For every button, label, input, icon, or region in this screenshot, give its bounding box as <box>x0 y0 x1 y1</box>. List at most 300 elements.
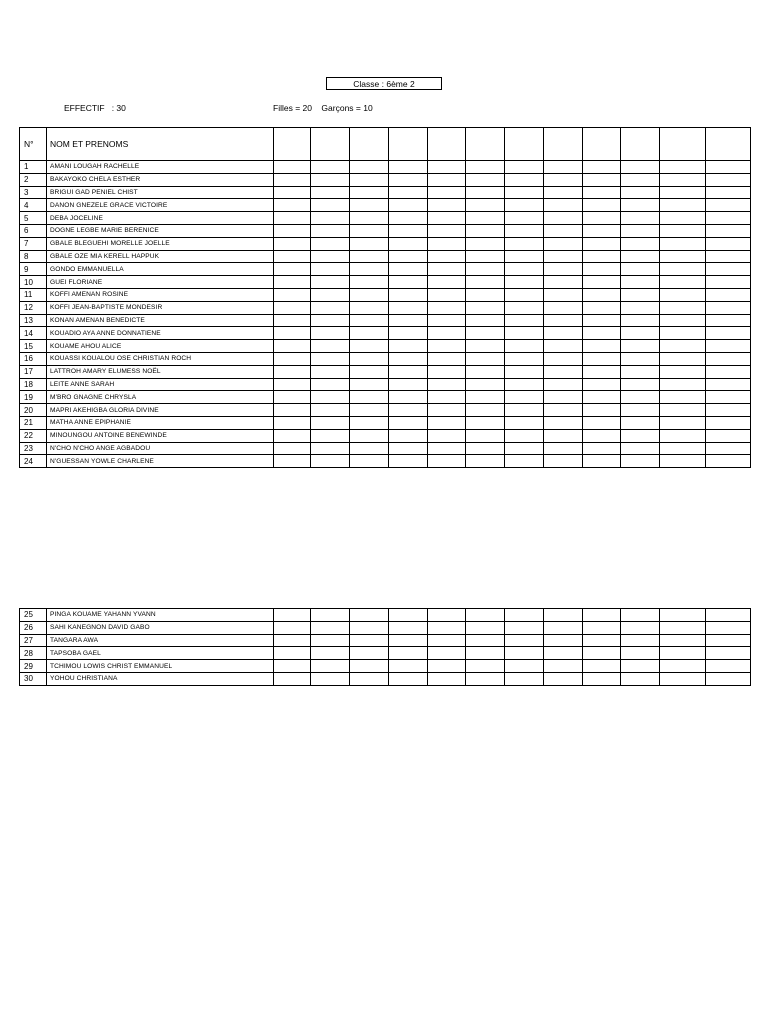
grade-cell <box>706 173 751 186</box>
effectif-label: EFFECTIF : 30 <box>64 103 126 113</box>
grade-cell <box>428 340 466 353</box>
student-number: 16 <box>20 352 47 365</box>
grade-cell <box>505 224 544 237</box>
student-number: 3 <box>20 186 47 199</box>
grade-cell <box>544 429 583 442</box>
grade-cell <box>466 391 505 404</box>
grade-cell <box>505 647 544 660</box>
grade-cell <box>311 250 350 263</box>
grade-cell <box>428 660 466 673</box>
student-name: M'BRO GNAGNE CHRYSLA <box>47 391 274 404</box>
grade-cell <box>583 391 621 404</box>
grade-cell <box>660 212 706 225</box>
grade-cell <box>505 128 544 161</box>
grade-cell <box>311 621 350 634</box>
table-row <box>20 301 751 314</box>
grade-cell <box>274 416 311 429</box>
grade-cell <box>706 672 751 685</box>
grade-cell <box>660 276 706 289</box>
student-name: PINGA KOUAME YAHANN YVANN <box>47 609 274 622</box>
grade-cell <box>428 212 466 225</box>
grade-cell <box>350 352 389 365</box>
grade-cell <box>583 173 621 186</box>
grade-cell <box>621 263 660 276</box>
grade-cell <box>428 455 466 468</box>
grade-cell <box>311 455 350 468</box>
student-number: 15 <box>20 340 47 353</box>
grade-cell <box>706 276 751 289</box>
grade-cell <box>621 173 660 186</box>
grade-cell <box>544 634 583 647</box>
student-number: 19 <box>20 391 47 404</box>
grade-cell <box>274 250 311 263</box>
grade-cell <box>544 161 583 174</box>
table-row <box>20 660 751 673</box>
grade-cell <box>505 404 544 417</box>
grade-cell <box>544 327 583 340</box>
grade-cell <box>660 128 706 161</box>
grade-cell <box>466 442 505 455</box>
grade-cell <box>621 224 660 237</box>
grade-cell <box>505 429 544 442</box>
gender-count-label: Filles = 20 Garçons = 10 <box>273 103 373 113</box>
student-name: GBALE BLEGUEHI MORELLE JOELLE <box>47 237 274 250</box>
grade-cell <box>706 288 751 301</box>
grade-cell <box>505 621 544 634</box>
table-row <box>20 391 751 404</box>
grade-cell <box>621 288 660 301</box>
grade-cell <box>350 391 389 404</box>
grade-cell <box>621 621 660 634</box>
grade-cell <box>621 378 660 391</box>
grade-cell <box>389 161 428 174</box>
grade-cell <box>583 416 621 429</box>
student-number: 20 <box>20 404 47 417</box>
grade-cell <box>389 250 428 263</box>
student-name: KOUAME AHOU ALICE <box>47 340 274 353</box>
student-number: 30 <box>20 672 47 685</box>
grade-cell <box>583 404 621 417</box>
grade-cell <box>389 237 428 250</box>
grade-cell <box>544 442 583 455</box>
grade-cell <box>621 352 660 365</box>
grade-cell <box>274 301 311 314</box>
grade-cell <box>660 647 706 660</box>
grade-cell <box>311 404 350 417</box>
grade-cell <box>466 352 505 365</box>
grade-cell <box>583 660 621 673</box>
grade-cell <box>505 327 544 340</box>
grade-cell <box>311 237 350 250</box>
grade-cell <box>389 416 428 429</box>
grade-cell <box>311 647 350 660</box>
table-row <box>20 276 751 289</box>
grade-cell <box>350 429 389 442</box>
grade-cell <box>428 128 466 161</box>
grade-cell <box>544 647 583 660</box>
student-number: 10 <box>20 276 47 289</box>
student-name: GBALE OZE MIA KERELL HAPPUK <box>47 250 274 263</box>
grade-cell <box>660 621 706 634</box>
grade-cell <box>660 250 706 263</box>
student-number: 21 <box>20 416 47 429</box>
student-name: KOUADIO AYA ANNE DONNATIENE <box>47 327 274 340</box>
grade-cell <box>389 224 428 237</box>
grade-cell <box>706 237 751 250</box>
grade-cell <box>466 250 505 263</box>
grade-cell <box>350 634 389 647</box>
grade-cell <box>428 352 466 365</box>
grade-cell <box>583 199 621 212</box>
grade-cell <box>274 212 311 225</box>
table-row <box>20 161 751 174</box>
grade-cell <box>583 609 621 622</box>
grade-cell <box>389 672 428 685</box>
grade-cell <box>706 327 751 340</box>
grade-cell <box>706 660 751 673</box>
grade-cell <box>621 276 660 289</box>
grade-cell <box>428 647 466 660</box>
grade-cell <box>274 186 311 199</box>
grade-cell <box>706 250 751 263</box>
grade-cell <box>389 660 428 673</box>
grade-cell <box>544 378 583 391</box>
grade-cell <box>544 365 583 378</box>
grade-cell <box>621 314 660 327</box>
grade-cell <box>660 352 706 365</box>
grade-cell <box>350 224 389 237</box>
grade-cell <box>466 224 505 237</box>
grade-cell <box>706 609 751 622</box>
grade-cell <box>428 378 466 391</box>
student-name: DANON GNEZELE GRACE VICTOIRE <box>47 199 274 212</box>
grade-cell <box>466 340 505 353</box>
grade-cell <box>274 621 311 634</box>
grade-cell <box>274 660 311 673</box>
student-name: MINOUNGOU ANTOINE BENEWINDE <box>47 429 274 442</box>
grade-cell <box>621 186 660 199</box>
grade-cell <box>660 391 706 404</box>
student-roster-table-continued <box>19 608 751 686</box>
student-number: 23 <box>20 442 47 455</box>
grade-cell <box>466 327 505 340</box>
grade-cell <box>428 442 466 455</box>
grade-cell <box>350 621 389 634</box>
grade-cell <box>274 237 311 250</box>
table-row <box>20 199 751 212</box>
grade-cell <box>274 128 311 161</box>
grade-cell <box>544 352 583 365</box>
grade-cell <box>428 237 466 250</box>
grade-cell <box>311 609 350 622</box>
grade-cell <box>311 128 350 161</box>
grade-cell <box>660 161 706 174</box>
grade-cell <box>583 263 621 276</box>
grade-cell <box>350 455 389 468</box>
grade-cell <box>583 276 621 289</box>
grade-cell <box>505 276 544 289</box>
grade-cell <box>583 672 621 685</box>
grade-cell <box>583 250 621 263</box>
grade-cell <box>274 276 311 289</box>
grade-cell <box>621 199 660 212</box>
grade-cell <box>544 672 583 685</box>
student-name: LATTROH AMARY ELUMESS NOËL <box>47 365 274 378</box>
grade-cell <box>311 224 350 237</box>
grade-cell <box>505 301 544 314</box>
grade-cell <box>706 212 751 225</box>
grade-cell <box>544 199 583 212</box>
grade-cell <box>544 621 583 634</box>
grade-cell <box>583 288 621 301</box>
grade-cell <box>583 365 621 378</box>
grade-cell <box>274 609 311 622</box>
grade-cell <box>505 314 544 327</box>
grade-cell <box>706 161 751 174</box>
grade-cell <box>466 378 505 391</box>
grade-cell <box>350 404 389 417</box>
student-name: KOFFI JEAN-BAPTISTE MONDESIR <box>47 301 274 314</box>
table-row <box>20 442 751 455</box>
student-number: 7 <box>20 237 47 250</box>
student-number: 18 <box>20 378 47 391</box>
table-row <box>20 429 751 442</box>
grade-cell <box>706 455 751 468</box>
table-row <box>20 186 751 199</box>
grade-cell <box>706 391 751 404</box>
grade-cell <box>706 128 751 161</box>
grade-cell <box>544 237 583 250</box>
grade-cell <box>350 301 389 314</box>
grade-cell <box>621 442 660 455</box>
grade-cell <box>389 263 428 276</box>
grade-cell <box>706 352 751 365</box>
grade-cell <box>505 340 544 353</box>
grade-cell <box>706 621 751 634</box>
grade-cell <box>274 288 311 301</box>
student-number: 1 <box>20 161 47 174</box>
student-number: 29 <box>20 660 47 673</box>
grade-cell <box>428 314 466 327</box>
grade-cell <box>544 416 583 429</box>
grade-cell <box>544 186 583 199</box>
table-row <box>20 672 751 685</box>
student-name: DEBA JOCELINE <box>47 212 274 225</box>
grade-cell <box>311 442 350 455</box>
student-name: SAHI KANEGNON DAVID GABO <box>47 621 274 634</box>
grade-cell <box>544 276 583 289</box>
grade-cell <box>428 621 466 634</box>
grade-cell <box>621 416 660 429</box>
grade-cell <box>621 672 660 685</box>
student-name: TANGARA AWA <box>47 634 274 647</box>
grade-cell <box>621 161 660 174</box>
grade-cell <box>389 288 428 301</box>
grade-cell <box>544 404 583 417</box>
grade-cell <box>428 634 466 647</box>
grade-cell <box>544 340 583 353</box>
table-row <box>20 340 751 353</box>
table-row <box>20 455 751 468</box>
table-row <box>20 250 751 263</box>
grade-cell <box>466 621 505 634</box>
grade-cell <box>466 672 505 685</box>
grade-cell <box>544 391 583 404</box>
grade-cell <box>274 161 311 174</box>
grade-cell <box>311 660 350 673</box>
grade-cell <box>311 186 350 199</box>
student-roster-table <box>19 127 751 468</box>
table-row <box>20 634 751 647</box>
table-row <box>20 609 751 622</box>
grade-cell <box>583 212 621 225</box>
table-row <box>20 404 751 417</box>
grade-cell <box>350 672 389 685</box>
grade-cell <box>350 340 389 353</box>
grade-cell <box>621 660 660 673</box>
grade-cell <box>389 352 428 365</box>
table-row <box>20 378 751 391</box>
grade-cell <box>544 212 583 225</box>
grade-cell <box>660 301 706 314</box>
grade-cell <box>428 609 466 622</box>
grade-cell <box>274 173 311 186</box>
grade-cell <box>389 391 428 404</box>
student-number: 27 <box>20 634 47 647</box>
student-name: GONDO EMMANUELLA <box>47 263 274 276</box>
student-name: BRIGUI GAD PENIEL CHIST <box>47 186 274 199</box>
grade-cell <box>274 327 311 340</box>
grade-cell <box>311 173 350 186</box>
grade-cell <box>311 161 350 174</box>
grade-cell <box>583 634 621 647</box>
grade-cell <box>350 186 389 199</box>
grade-cell <box>544 224 583 237</box>
student-number: 22 <box>20 429 47 442</box>
grade-cell <box>660 237 706 250</box>
grade-cell <box>583 429 621 442</box>
student-number: 11 <box>20 288 47 301</box>
grade-cell <box>706 365 751 378</box>
grade-cell <box>544 263 583 276</box>
grade-cell <box>583 647 621 660</box>
grade-cell <box>660 314 706 327</box>
grade-cell <box>706 199 751 212</box>
grade-cell <box>350 314 389 327</box>
grade-cell <box>544 128 583 161</box>
grade-cell <box>660 442 706 455</box>
grade-cell <box>621 237 660 250</box>
student-number: 4 <box>20 199 47 212</box>
grade-cell <box>660 672 706 685</box>
grade-cell <box>583 340 621 353</box>
student-name: LEITE ANNE SARAH <box>47 378 274 391</box>
grade-cell <box>505 672 544 685</box>
student-name: AMANI LOUGAH RACHELLE <box>47 161 274 174</box>
grade-cell <box>660 378 706 391</box>
grade-cell <box>621 634 660 647</box>
grade-cell <box>621 391 660 404</box>
grade-cell <box>544 660 583 673</box>
grade-cell <box>350 288 389 301</box>
grade-cell <box>389 314 428 327</box>
grade-cell <box>428 224 466 237</box>
grade-cell <box>544 301 583 314</box>
grade-cell <box>350 378 389 391</box>
grade-cell <box>583 621 621 634</box>
grade-cell <box>466 199 505 212</box>
grade-cell <box>505 609 544 622</box>
grade-cell <box>660 340 706 353</box>
grade-cell <box>660 263 706 276</box>
grade-cell <box>660 416 706 429</box>
grade-cell <box>583 352 621 365</box>
grade-cell <box>466 365 505 378</box>
grade-cell <box>621 212 660 225</box>
grade-cell <box>311 634 350 647</box>
grade-cell <box>583 128 621 161</box>
grade-cell <box>544 250 583 263</box>
grade-cell <box>350 609 389 622</box>
grade-cell <box>389 378 428 391</box>
grade-cell <box>350 237 389 250</box>
grade-cell <box>274 314 311 327</box>
class-label: Classe : 6ème 2 <box>326 77 442 90</box>
grade-cell <box>466 237 505 250</box>
student-name: TAPSOBA GAEL <box>47 647 274 660</box>
grade-cell <box>505 391 544 404</box>
grade-cell <box>505 634 544 647</box>
grade-cell <box>428 276 466 289</box>
grade-cell <box>428 263 466 276</box>
student-number: 13 <box>20 314 47 327</box>
grade-cell <box>505 416 544 429</box>
grade-cell <box>428 173 466 186</box>
grade-cell <box>311 301 350 314</box>
grade-cell <box>706 416 751 429</box>
student-name: BAKAYOKO CHELA ESTHER <box>47 173 274 186</box>
grade-cell <box>706 634 751 647</box>
grade-cell <box>428 672 466 685</box>
grade-cell <box>311 327 350 340</box>
student-number: 25 <box>20 609 47 622</box>
grade-cell <box>466 660 505 673</box>
grade-cell <box>706 340 751 353</box>
grade-cell <box>428 327 466 340</box>
grade-cell <box>389 429 428 442</box>
grade-cell <box>389 442 428 455</box>
grade-cell <box>274 340 311 353</box>
grade-cell <box>350 128 389 161</box>
grade-cell <box>311 212 350 225</box>
student-number: 12 <box>20 301 47 314</box>
grade-cell <box>350 276 389 289</box>
grade-cell <box>311 391 350 404</box>
grade-cell <box>621 250 660 263</box>
grade-cell <box>660 404 706 417</box>
grade-cell <box>660 634 706 647</box>
grade-cell <box>505 173 544 186</box>
grade-cell <box>583 314 621 327</box>
grade-cell <box>428 199 466 212</box>
grade-cell <box>466 301 505 314</box>
student-number: 17 <box>20 365 47 378</box>
grade-cell <box>660 173 706 186</box>
student-number: 14 <box>20 327 47 340</box>
grade-cell <box>505 161 544 174</box>
table-row <box>20 647 751 660</box>
grade-cell <box>350 212 389 225</box>
